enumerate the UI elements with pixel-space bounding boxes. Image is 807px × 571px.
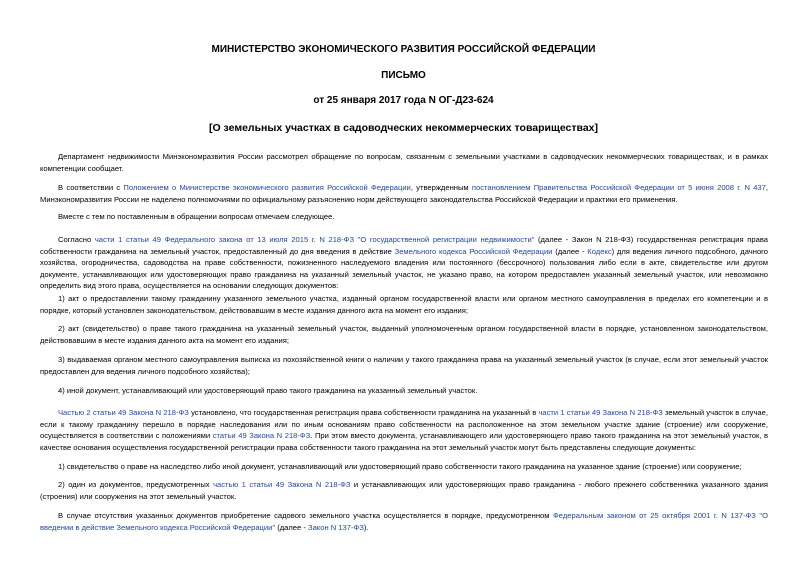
paragraph-competence: В соответствии с Положением о Министерстве экономического развития Российской Федерации, утвержденным постановлением Правительства Российской Федерации от 5 июня 2008 г. N 437, Минэкономразвития России не наделено полномочиями по официальному разъяснению норм действующего законодательства Российской Федерации и практики его применения.: [40, 183, 768, 204]
paragraph-text: Департамент недвижимости Минэкономразвития России рассмотрел обращение по вопросам, связанным с земельными участками в садоводческих некоммерческих товариществах, и в рамках компетенции сообщает.: [40, 152, 768, 173]
list-item-2: 2) акт (свидетельство) о праве такого гражданина на указанный земельный участок, выданный уполномоченным органом государственной власти в порядке, установленном законодательством, действовавшим в месте издания данного акта на момент его издания;: [40, 324, 768, 345]
link-law-218-part2[interactable]: Частью 2 статьи 49 Закона N 218-ФЗ: [58, 408, 189, 417]
list-item-5: 1) свидетельство о праве на наследство либо иной документ, устанавливающий или удостоверяющий право собственности такого гражданина на указанное здание (строение) или сооружение;: [58, 462, 742, 471]
document-subject: [О земельных участках в садоводческих некоммерческих товариществах]: [208, 122, 599, 134]
link-law-218-article49[interactable]: статьи 49 Закона N 218-ФЗ: [212, 431, 311, 440]
link-law-137-short[interactable]: Закон N 137-ФЗ: [308, 522, 364, 532]
link-law-137[interactable]: Федеральным законом от 25 октября 2001 г. N 137-ФЗ "О введении в действие Земельного кодекса Российской Федерации": [40, 511, 768, 532]
link-law-218-part1[interactable]: части 1 статьи 49 Федерального закона от 13 июля 2015 г. N 218-ФЗ "О государственной регистрации недвижимости": [94, 235, 535, 244]
paragraph-registration: Согласно части 1 статьи 49 Федерального закона от 13 июля 2015 г. N 218-ФЗ "О государственной регистрации недвижимости" (далее - Закон N 218-ФЗ) государственная регистрация права собственности гражданина на земельный участок, предоставленный до дня введения в действие Земельного кодекса Российской Федерации (далее - Кодекс) для ведения личного подсобного, дачного хозяйства, огородничества, садоводства на праве собственности, пожизненного наследуемого владения или постоянного (бессрочного) пользования либо если в акте, свидетельстве или другом документе, устанавливающих или удостоверяющих право гражданина на указанный земельный участок, не указано право, на котором предоставлен указанный земельный участок, или невозможно определить вид этого права, осуществляется на основании следующих документов:: [40, 235, 768, 290]
list-item-3: 3) выдаваемая органом местного самоуправления выписка из похозяйственной книги о наличии у такого гражданина права на указанный земельный участок (в случае, если этот земельный участок предоставлен для ведения личного подсобного хозяйства);: [40, 355, 768, 376]
link-land-code[interactable]: Земельного кодекса Российской Федерации: [394, 246, 553, 256]
link-government-decree[interactable]: постановлением Правительства Российской Федерации от 5 июня 2008 г. N 437: [471, 183, 766, 192]
list-item-1: 1) акт о предоставлении такому гражданину указанного земельного участка, изданный органом государственной власти или органом местного самоуправления в пределах его компетенции и в порядке, который установлен законодательством, действовавшим в месте издания данного акта на момент его издания;: [40, 294, 768, 315]
list-item-6: 2) один из документов, предусмотренных частью 1 статьи 49 Закона N 218-ФЗ и устанавливающих или удостоверяющих право гражданина - любого прежнего собственника указанного здания (строения) или сооружения на этот земельный участок.: [40, 480, 769, 501]
document-type: ПИСЬМО: [381, 70, 426, 81]
paragraph-inheritance: Частью 2 статьи 49 Закона N 218-ФЗ установлено, что государственная регистрация права собственности гражданина на указанный в части 1 статьи 49 Закона N 218-ФЗ земельный участок в случае, если к такому гражданину перешло в порядке наследования или по иным основаниям право собственности на расположенное на этом земельном участке здание (строение) или сооружение, осуществляется в соответствии с положениями статьи 49 Закона N 218-ФЗ. При этом вместо документа, устанавливающего или удостоверяющего право такого гражданина на этот земельный участок, в качестве основания осуществления государственной регистрации права собственности такого гражданина на этот земельный участок могут быть представлены следующие документы:: [40, 408, 769, 452]
link-code[interactable]: Кодекс: [587, 246, 612, 256]
document-date-number: от 25 января 2017 года N ОГ-Д23-624: [313, 95, 494, 106]
link-law-218-part1[interactable]: частью 1 статьи 49 Закона N 218-ФЗ: [213, 480, 351, 489]
link-ministry-regulation[interactable]: Положением о Министерстве экономического развития Российской Федерации: [123, 183, 411, 192]
link-law-218-part1[interactable]: части 1 статьи 49 Закона N 218-ФЗ: [538, 408, 663, 417]
paragraph-intro: [40, 151, 768, 174]
paragraph-note: Вместе с тем по поставленным в обращении вопросам отмечаем следующее.: [58, 212, 335, 221]
ministry-heading: МИНИСТЕРСТВО ЭКОНОМИЧЕСКОГО РАЗВИТИЯ РОССИЙСКОЙ ФЕДЕРАЦИИ: [211, 44, 596, 55]
list-item-4: 4) иной документ, устанавливающий или удостоверяющий право такого гражданина на указанный земельный участок.: [58, 386, 478, 395]
paragraph-absence: В случае отсутствия указанных документов приобретение садового земельного участка осуществляется в порядке, предусмотренном Федеральным законом от 25 октября 2001 г. N 137-ФЗ "О введении в действие Земельного кодекса Российской Федерации" (далее - Закон N 137-ФЗ).: [40, 511, 768, 532]
